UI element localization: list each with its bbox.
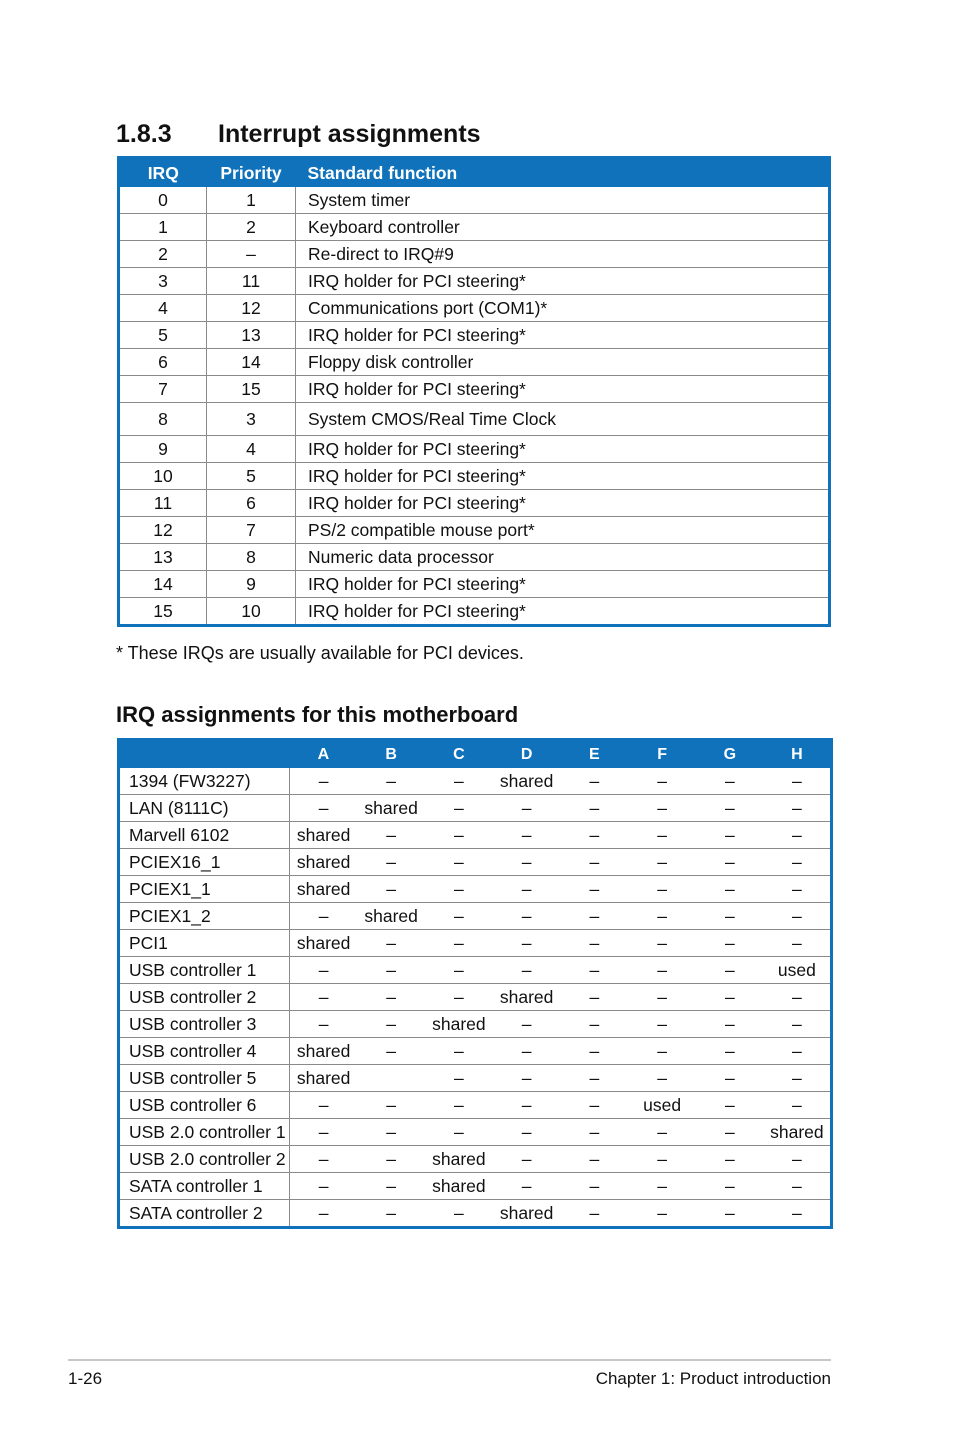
assignment-cell: – — [628, 1011, 696, 1038]
header-int-2: B — [357, 740, 425, 769]
assignment-cell: shared — [290, 1038, 358, 1065]
table-row — [119, 463, 830, 490]
assignment-cell: – — [696, 795, 764, 822]
assignment-cell: – — [425, 768, 493, 795]
priority-cell: 6 — [207, 490, 296, 517]
assignment-cell: – — [357, 1092, 425, 1119]
assignment-cell: – — [425, 1092, 493, 1119]
table-row — [119, 930, 832, 957]
assignment-cell: – — [425, 1119, 493, 1146]
irq-cell: 8 — [119, 403, 207, 436]
assignment-cell: – — [561, 849, 629, 876]
priority-cell: 1 — [207, 187, 296, 214]
function-cell: IRQ holder for PCI steering* — [296, 463, 830, 490]
assignment-cell: – — [764, 822, 832, 849]
assignment-cell: – — [764, 1173, 832, 1200]
table-row — [119, 768, 832, 795]
assignment-cell: – — [357, 1173, 425, 1200]
assignment-cell: – — [628, 1146, 696, 1173]
assignment-cell: – — [561, 822, 629, 849]
assignment-cell: – — [628, 1065, 696, 1092]
table-row — [119, 903, 832, 930]
function-cell: System CMOS/Real Time Clock — [296, 403, 830, 436]
assignment-cell: – — [357, 930, 425, 957]
assignment-cell: – — [493, 1146, 561, 1173]
assignment-cell: – — [764, 1092, 832, 1119]
assignment-cell: – — [561, 1092, 629, 1119]
priority-cell: 11 — [207, 268, 296, 295]
device-cell: USB controller 5 — [119, 1065, 290, 1092]
table-row — [119, 490, 830, 517]
assignment-cell: – — [425, 984, 493, 1011]
assignment-cell: – — [696, 1011, 764, 1038]
table-row — [119, 1038, 832, 1065]
table-row — [119, 957, 832, 984]
function-cell: Keyboard controller — [296, 214, 830, 241]
assignment-cell: shared — [290, 849, 358, 876]
assignment-cell: shared — [357, 903, 425, 930]
interrupt-table-body — [119, 187, 830, 626]
assignment-cell: – — [290, 903, 358, 930]
table-row — [119, 598, 830, 626]
device-cell: USB controller 4 — [119, 1038, 290, 1065]
table-row — [119, 376, 830, 403]
assignment-cell: shared — [493, 768, 561, 795]
assignment-cell: – — [493, 903, 561, 930]
function-cell: Re-direct to IRQ#9 — [296, 241, 830, 268]
irq-cell: 5 — [119, 322, 207, 349]
table-row — [119, 1119, 832, 1146]
assignment-cell: – — [561, 1065, 629, 1092]
motherboard-irq-table-body — [119, 768, 832, 1228]
assignment-cell: – — [696, 1092, 764, 1119]
assignment-cell: – — [357, 849, 425, 876]
header-int-5: E — [561, 740, 629, 769]
assignment-cell: – — [493, 1092, 561, 1119]
device-cell: USB 2.0 controller 1 — [119, 1119, 290, 1146]
assignment-cell: – — [290, 1092, 358, 1119]
priority-cell: 3 — [207, 403, 296, 436]
table-row — [119, 1146, 832, 1173]
irq-cell: 11 — [119, 490, 207, 517]
motherboard-irq-table — [117, 738, 833, 1229]
assignment-cell: – — [561, 1200, 629, 1228]
assignment-cell: – — [425, 795, 493, 822]
assignment-cell: – — [561, 1146, 629, 1173]
assignment-cell: – — [425, 849, 493, 876]
device-cell: USB controller 2 — [119, 984, 290, 1011]
table-row — [119, 795, 832, 822]
assignment-cell: – — [493, 1173, 561, 1200]
device-cell: SATA controller 1 — [119, 1173, 290, 1200]
assignment-cell: – — [628, 1119, 696, 1146]
assignment-cell: – — [290, 1200, 358, 1228]
table-row — [119, 822, 832, 849]
assignment-cell: – — [696, 1200, 764, 1228]
assignment-cell: – — [764, 1200, 832, 1228]
assignment-cell: – — [357, 822, 425, 849]
assignment-cell: – — [425, 822, 493, 849]
assignment-cell: – — [425, 903, 493, 930]
function-cell: System timer — [296, 187, 830, 214]
irq-cell: 1 — [119, 214, 207, 241]
assignment-cell: shared — [290, 822, 358, 849]
assignment-cell: – — [696, 822, 764, 849]
header-standard-function: Standard function — [296, 158, 830, 188]
assignment-cell: – — [561, 795, 629, 822]
header-device — [119, 740, 290, 769]
priority-cell: 4 — [207, 436, 296, 463]
section-number: 1.8.3 — [116, 120, 172, 148]
assignment-cell: – — [493, 1038, 561, 1065]
priority-cell: 13 — [207, 322, 296, 349]
device-cell: SATA controller 2 — [119, 1200, 290, 1228]
assignment-cell: – — [696, 1173, 764, 1200]
assignment-cell: – — [764, 795, 832, 822]
assignment-cell: – — [696, 1065, 764, 1092]
footer-divider — [68, 1359, 831, 1361]
assignment-cell: – — [696, 957, 764, 984]
irq-cell: 4 — [119, 295, 207, 322]
irq-cell: 14 — [119, 571, 207, 598]
assignment-cell: shared — [290, 1065, 358, 1092]
table-row — [119, 517, 830, 544]
assignment-cell: shared — [493, 984, 561, 1011]
assignment-cell: – — [357, 1200, 425, 1228]
function-cell: Floppy disk controller — [296, 349, 830, 376]
assignment-cell: – — [493, 1011, 561, 1038]
assignment-cell: – — [493, 822, 561, 849]
assignment-cell: – — [357, 1146, 425, 1173]
irq-cell: 12 — [119, 517, 207, 544]
assignment-cell: – — [493, 957, 561, 984]
interrupt-table-header — [119, 158, 830, 188]
table-row — [119, 1065, 832, 1092]
assignment-cell: – — [628, 822, 696, 849]
header-irq: IRQ — [119, 158, 207, 188]
assignment-cell: used — [628, 1092, 696, 1119]
assignment-cell: – — [628, 849, 696, 876]
function-cell: IRQ holder for PCI steering* — [296, 268, 830, 295]
assignment-cell: – — [628, 795, 696, 822]
assignment-cell: – — [628, 930, 696, 957]
priority-cell: 7 — [207, 517, 296, 544]
assignment-cell: – — [425, 876, 493, 903]
assignment-cell: – — [493, 795, 561, 822]
function-cell: IRQ holder for PCI steering* — [296, 598, 830, 626]
assignment-cell: shared — [357, 795, 425, 822]
irq-cell: 6 — [119, 349, 207, 376]
assignment-cell: – — [290, 1119, 358, 1146]
device-cell: USB controller 1 — [119, 957, 290, 984]
device-cell: Marvell 6102 — [119, 822, 290, 849]
device-cell: PCIEX16_1 — [119, 849, 290, 876]
assignment-cell: – — [764, 876, 832, 903]
irq-cell: 0 — [119, 187, 207, 214]
assignment-cell: – — [493, 1119, 561, 1146]
assignment-cell: shared — [493, 1200, 561, 1228]
assignment-cell: – — [696, 1146, 764, 1173]
assignment-cell: used — [764, 957, 832, 984]
assignment-cell: – — [561, 984, 629, 1011]
header-int-6: F — [628, 740, 696, 769]
assignment-cell: – — [290, 1011, 358, 1038]
footnote: * These IRQs are usually available for PCI devices. — [116, 643, 524, 663]
assignment-cell — [357, 1065, 425, 1092]
table-row — [119, 544, 830, 571]
priority-cell: 8 — [207, 544, 296, 571]
interrupt-table — [117, 156, 831, 627]
function-cell: IRQ holder for PCI steering* — [296, 376, 830, 403]
assignment-cell: – — [561, 1173, 629, 1200]
device-cell: 1394 (FW3227) — [119, 768, 290, 795]
function-cell: Communications port (COM1)* — [296, 295, 830, 322]
header-int-4: D — [493, 740, 561, 769]
assignment-cell: – — [764, 1146, 832, 1173]
assignment-cell: – — [357, 1119, 425, 1146]
irq-cell: 13 — [119, 544, 207, 571]
header-int-3: C — [425, 740, 493, 769]
assignment-cell: – — [425, 930, 493, 957]
assignment-cell: – — [696, 984, 764, 1011]
assignment-cell: – — [561, 957, 629, 984]
assignment-cell: shared — [290, 876, 358, 903]
irq-cell: 10 — [119, 463, 207, 490]
assignment-cell: – — [764, 768, 832, 795]
table-row — [119, 849, 832, 876]
irq-cell: 9 — [119, 436, 207, 463]
assignment-cell: – — [628, 768, 696, 795]
assignment-cell: – — [425, 957, 493, 984]
table-row — [119, 876, 832, 903]
irq-cell: 7 — [119, 376, 207, 403]
assignment-cell: – — [628, 903, 696, 930]
table-row — [119, 1092, 832, 1119]
table-row — [119, 349, 830, 376]
priority-cell: 5 — [207, 463, 296, 490]
assignment-cell: – — [561, 1038, 629, 1065]
assignment-cell: – — [561, 876, 629, 903]
assignment-cell: – — [764, 1011, 832, 1038]
device-cell: USB controller 3 — [119, 1011, 290, 1038]
assignment-cell: – — [425, 1200, 493, 1228]
assignment-cell: – — [357, 1038, 425, 1065]
table-row — [119, 241, 830, 268]
assignment-cell: – — [764, 984, 832, 1011]
assignment-cell: shared — [764, 1119, 832, 1146]
assignment-cell: – — [696, 876, 764, 903]
assignment-cell: – — [628, 1038, 696, 1065]
assignment-cell: – — [764, 1065, 832, 1092]
assignment-cell: – — [764, 1038, 832, 1065]
assignment-cell: – — [628, 1200, 696, 1228]
assignment-cell: – — [696, 1119, 764, 1146]
device-cell: PCIEX1_2 — [119, 903, 290, 930]
irq-cell: 3 — [119, 268, 207, 295]
assignment-cell: – — [561, 1119, 629, 1146]
assignment-cell: – — [357, 876, 425, 903]
table-row — [119, 187, 830, 214]
assignment-cell: – — [357, 957, 425, 984]
header-int-1: A — [290, 740, 358, 769]
function-cell: IRQ holder for PCI steering* — [296, 322, 830, 349]
motherboard-irq-heading: IRQ assignments for this motherboard — [116, 702, 519, 727]
table-row — [119, 571, 830, 598]
table-row — [119, 268, 830, 295]
assignment-cell: – — [561, 1011, 629, 1038]
header-int-8: H — [764, 740, 832, 769]
assignment-cell: – — [493, 849, 561, 876]
irq-cell: 15 — [119, 598, 207, 626]
priority-cell: 12 — [207, 295, 296, 322]
function-cell: IRQ holder for PCI steering* — [296, 490, 830, 517]
device-cell: PCIEX1_1 — [119, 876, 290, 903]
device-cell: LAN (8111C) — [119, 795, 290, 822]
table-row — [119, 403, 830, 436]
assignment-cell: – — [696, 903, 764, 930]
function-cell: PS/2 compatible mouse port* — [296, 517, 830, 544]
assignment-cell: – — [628, 1173, 696, 1200]
assignment-cell: – — [561, 768, 629, 795]
header-int-7: G — [696, 740, 764, 769]
priority-cell: 9 — [207, 571, 296, 598]
assignment-cell: – — [696, 1038, 764, 1065]
device-cell: USB controller 6 — [119, 1092, 290, 1119]
device-cell: USB 2.0 controller 2 — [119, 1146, 290, 1173]
table-row — [119, 214, 830, 241]
priority-cell: – — [207, 241, 296, 268]
assignment-cell: – — [696, 930, 764, 957]
assignment-cell: – — [493, 1065, 561, 1092]
table-row — [119, 322, 830, 349]
assignment-cell: – — [628, 876, 696, 903]
table-row — [119, 1200, 832, 1228]
assignment-cell: – — [764, 903, 832, 930]
assignment-cell: – — [290, 984, 358, 1011]
device-cell: PCI1 — [119, 930, 290, 957]
assignment-cell: – — [561, 930, 629, 957]
motherboard-irq-table-header — [119, 740, 832, 769]
assignment-cell: shared — [290, 930, 358, 957]
assignment-cell: shared — [425, 1011, 493, 1038]
assignment-cell: – — [628, 957, 696, 984]
function-cell: Numeric data processor — [296, 544, 830, 571]
assignment-cell: – — [357, 984, 425, 1011]
function-cell: IRQ holder for PCI steering* — [296, 571, 830, 598]
assignment-cell: – — [290, 1146, 358, 1173]
section-heading — [116, 120, 481, 149]
assignment-cell: – — [696, 768, 764, 795]
assignment-cell: – — [493, 876, 561, 903]
assignment-cell: – — [290, 795, 358, 822]
table-row — [119, 295, 830, 322]
priority-cell: 2 — [207, 214, 296, 241]
header-priority: Priority — [207, 158, 296, 188]
assignment-cell: – — [290, 957, 358, 984]
assignment-cell: – — [290, 1173, 358, 1200]
assignment-cell: – — [357, 768, 425, 795]
function-cell: IRQ holder for PCI steering* — [296, 436, 830, 463]
priority-cell: 14 — [207, 349, 296, 376]
assignment-cell: shared — [425, 1146, 493, 1173]
assignment-cell: shared — [425, 1173, 493, 1200]
assignment-cell: – — [290, 768, 358, 795]
assignment-cell: – — [628, 984, 696, 1011]
assignment-cell: – — [764, 849, 832, 876]
table-row — [119, 1011, 832, 1038]
page-number: 1-26 — [68, 1369, 103, 1388]
assignment-cell: – — [561, 903, 629, 930]
priority-cell: 10 — [207, 598, 296, 626]
assignment-cell: – — [425, 1038, 493, 1065]
priority-cell: 15 — [207, 376, 296, 403]
table-row — [119, 1173, 832, 1200]
assignment-cell: – — [425, 1065, 493, 1092]
assignment-cell: – — [357, 1011, 425, 1038]
assignment-cell: – — [493, 930, 561, 957]
assignment-cell: – — [764, 930, 832, 957]
table-row — [119, 984, 832, 1011]
chapter-title: Chapter 1: Product introduction — [595, 1369, 831, 1388]
irq-cell: 2 — [119, 241, 207, 268]
assignment-cell: – — [696, 849, 764, 876]
section-title: Interrupt assignments — [218, 120, 481, 148]
table-row — [119, 436, 830, 463]
